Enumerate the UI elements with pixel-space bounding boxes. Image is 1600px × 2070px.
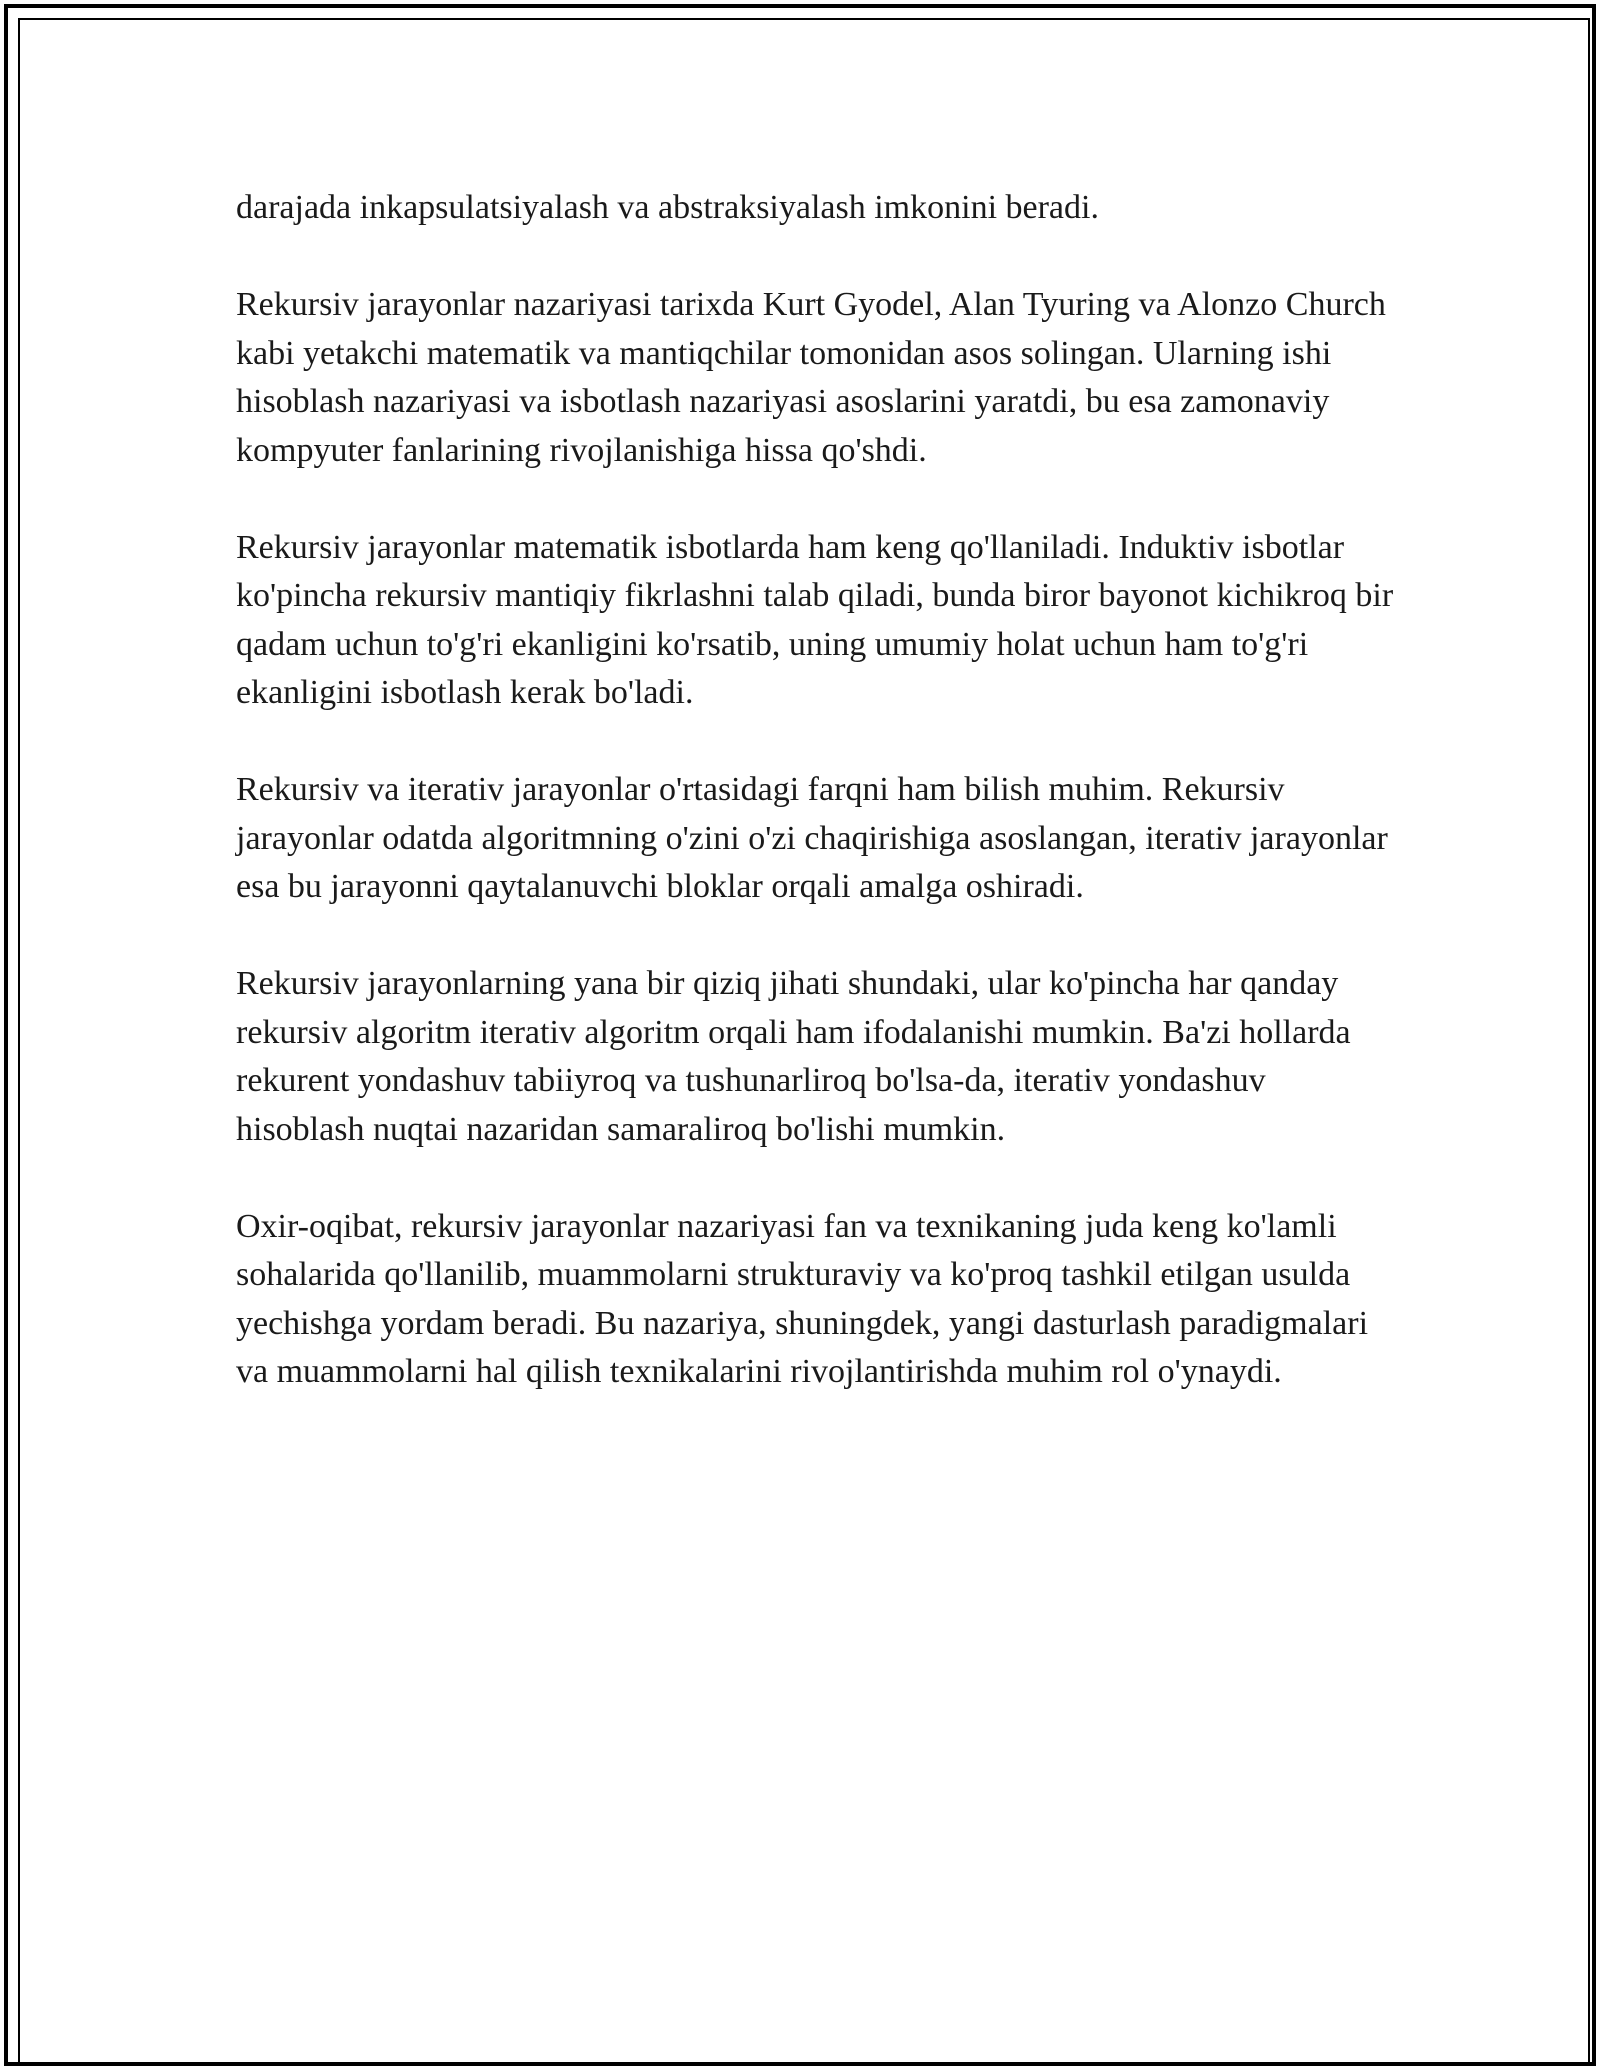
paragraph-6: Oxir-oqibat, rekursiv jarayonlar nazariyasi fan va texnikaning juda keng ko'lamli sohalarida qo'llanilib, muammolarni strukturaviy va ko'proq tashkil etilgan usulda yechishga yordam beradi. Bu nazariya, shuningdek, yangi dasturlash paradigmalari va muammolarni hal qilish texnikalarini rivojlantirishda muhim rol o'ynaydi. bbox=[236, 1207, 1369, 1390]
paragraph-4: Rekursiv va iterativ jarayonlar o'rtasidagi farqni ham bilish muhim. Rekursiv jarayonlar odatda algoritmning o'zini o'zi chaqirishiga asoslangan, iterativ jarayonlar esa bu jarayonni qaytalanuvchi bloklar orqali amalga oshiradi. bbox=[236, 771, 1388, 905]
document-body bbox=[236, 184, 1396, 1397]
paragraph-2: Rekursiv jarayonlar nazariyasi tarixda Kurt Gyodel, Alan Tyuring va Alonzo Church kabi yetakchi matematik va mantiqchilar tomonidan asos solingan. Ularning ishi hisoblash nazariyasi va isbotlash nazariyasi asoslarini yaratdi, bu esa zamonaviy kompyuter fanlarining rivojlanishiga hissa qo'shdi. bbox=[236, 286, 1386, 469]
paragraph-5: Rekursiv jarayonlarning yana bir qiziq jihati shundaki, ular ko'pincha har qanday rekursiv algoritm iterativ algoritm orqali ham ifodalanishi mumkin. Ba'zi hollarda rekurent yondashuv tabiiyroq va tushunarliroq bo'lsa-da, iterativ yondashuv hisoblash nuqtai nazaridan samaraliroq bo'lishi mumkin. bbox=[236, 965, 1351, 1148]
paragraph-1: darajada inkapsulatsiyalash va abstraksiyalash imkonini beradi. bbox=[236, 189, 1099, 226]
paragraph-3: Rekursiv jarayonlar matematik isbotlarda ham keng qo'llaniladi. Induktiv isbotlar ko'pincha rekursiv mantiqiy fikrlashni talab qiladi, bunda biror bayonot kichikroq bir qadam uchun to'g'ri ekanligini ko'rsatib, uning umumiy holat uchun ham to'g'ri ekanligini isbotlash kerak bo'ladi. bbox=[236, 528, 1394, 711]
